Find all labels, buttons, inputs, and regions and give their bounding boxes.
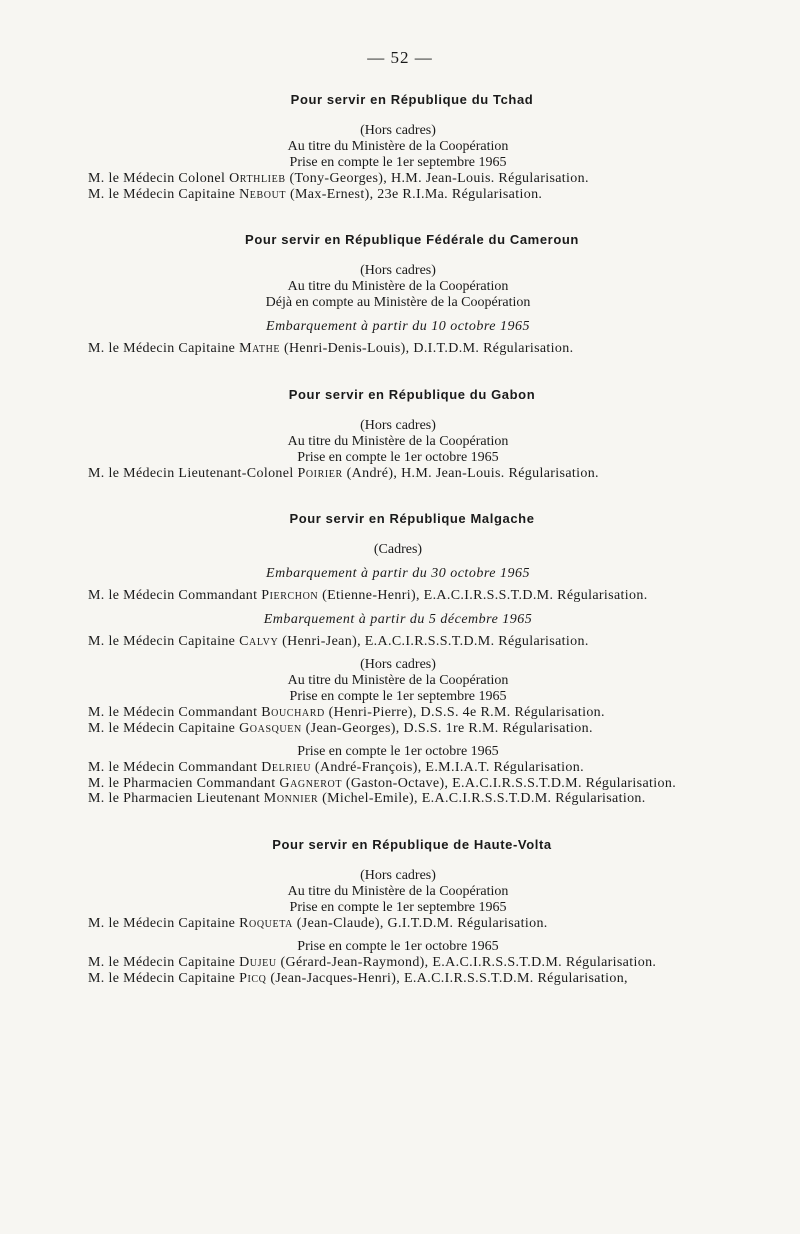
section	[88, 232, 708, 357]
personnel-entry	[88, 721, 708, 737]
entry-rank: M. le Médecin Commandant	[88, 588, 262, 603]
section	[88, 92, 708, 202]
entry-rank: M. le Médecin Capitaine	[88, 341, 240, 356]
entry-rank: M. le Médecin Commandant	[88, 760, 262, 775]
centered-line: Prise en compte le 1er septembre 1965	[289, 899, 507, 915]
page-number: — 52 —	[367, 48, 433, 67]
entry-details: (Tony-Georges), H.M. Jean-Louis. Régularisation.	[285, 171, 589, 186]
entry-rank: M. le Pharmacien Lieutenant	[88, 791, 264, 806]
personnel-entry	[88, 791, 708, 807]
personnel-entry	[88, 187, 708, 203]
entry-details: (Henri-Jean), E.A.C.I.R.S.S.T.D.M. Régularisation.	[278, 633, 589, 649]
section	[88, 387, 708, 482]
entry-details: (Jean-Georges), D.S.S. 1re R.M. Régularisation.	[301, 720, 593, 736]
centered-line: Prise en compte le 1er octobre 1965	[297, 449, 499, 465]
section-title: Pour servir en République du Gabon	[288, 386, 536, 402]
personnel-entry	[88, 971, 708, 987]
centered-line: Prise en compte le 1er septembre 1965	[289, 155, 507, 170]
document-body	[88, 92, 708, 1016]
personnel-entry	[88, 760, 708, 776]
section-title: Pour servir en République de Haute-Volta	[272, 836, 552, 852]
entry-surname: Goasquen	[239, 720, 302, 736]
entry-details: (Etienne-Henri), E.A.C.I.R.S.S.T.D.M. Régularisation.	[318, 588, 648, 603]
entry-details: (Henri-Denis-Louis), D.I.T.D.M. Régularisation.	[280, 341, 574, 356]
personnel-entry	[88, 588, 708, 604]
personnel-entry	[88, 341, 708, 357]
centered-line: Prise en compte le 1er octobre 1965	[297, 939, 499, 954]
entry-rank: M. le Médecin Capitaine	[88, 633, 240, 649]
centered-line: Au titre du Ministère de la Coopération	[287, 673, 509, 688]
entry-rank: M. le Médecin Capitaine	[88, 955, 240, 970]
entry-details: (Michel-Emile), E.A.C.I.R.S.S.T.D.M. Régularisation.	[318, 791, 646, 806]
personnel-entry	[88, 466, 708, 482]
centered-line: (Hors cadres)	[360, 123, 436, 138]
entry-surname: Pierchon	[261, 588, 319, 603]
entry-surname: Monnier	[263, 791, 319, 806]
section	[88, 837, 708, 987]
personnel-entry	[88, 776, 708, 792]
entry-details: (Jean-Jacques-Henri), E.A.C.I.R.S.S.T.D.M. Régularisation,	[266, 970, 628, 986]
personnel-entry	[88, 916, 708, 932]
personnel-entry	[88, 171, 708, 187]
entry-surname: Dujeu	[239, 955, 277, 970]
entry-surname: Gagnerot	[279, 775, 343, 791]
embarkation-date: Embarquement à partir du 30 octobre 1965	[266, 566, 530, 581]
entry-surname: Mathe	[239, 341, 281, 356]
entry-surname: Roqueta	[239, 915, 293, 931]
entry-rank: M. le Pharmacien Commandant	[88, 775, 280, 791]
entry-details: (Jean-Claude), G.I.T.D.M. Régularisation.	[292, 915, 548, 931]
entry-details: (Max-Ernest), 23e R.I.Ma. Régularisation.	[286, 186, 543, 202]
entry-rank: M. le Médecin Colonel	[88, 171, 230, 186]
centered-line: Au titre du Ministère de la Coopération	[287, 433, 509, 449]
personnel-entry	[88, 955, 708, 971]
entry-surname: Orthlieb	[229, 171, 286, 186]
section-title: Pour servir en République du Tchad	[290, 92, 534, 107]
personnel-entry	[88, 705, 708, 721]
entry-rank: M. le Médecin Lieutenant-Colonel	[88, 465, 298, 481]
entry-details: (Gaston-Octave), E.A.C.I.R.S.S.T.D.M. Régularisation.	[342, 775, 677, 791]
centered-line: Au titre du Ministère de la Coopération	[287, 883, 509, 899]
centered-line: Au titre du Ministère de la Coopération	[287, 139, 509, 154]
centered-line: Prise en compte le 1er septembre 1965	[289, 689, 507, 704]
entry-surname: Nebout	[239, 186, 287, 202]
entry-rank: M. le Médecin Capitaine	[88, 970, 240, 986]
centered-line: (Hors cadres)	[360, 867, 436, 883]
section-title: Pour servir en République Fédérale du Cameroun	[245, 232, 579, 247]
entry-rank: M. le Médecin Commandant	[88, 705, 262, 720]
entry-details: (Henri-Pierre), D.S.S. 4e R.M. Régularisation.	[324, 705, 605, 720]
entry-surname: Delrieu	[261, 760, 312, 775]
entry-surname: Picq	[239, 970, 267, 986]
centered-line: (Cadres)	[373, 542, 423, 557]
personnel-entry	[88, 634, 708, 650]
centered-line: (Hors cadres)	[360, 263, 436, 278]
entry-details: (André), H.M. Jean-Louis. Régularisation.	[342, 465, 599, 481]
centered-line: Déjà en compte au Ministère de la Coopération	[265, 295, 531, 310]
entry-details: (Gérard-Jean-Raymond), E.A.C.I.R.S.S.T.D.M. Régularisation.	[276, 955, 657, 970]
entry-rank: M. le Médecin Capitaine	[88, 915, 240, 931]
embarkation-date: Embarquement à partir du 10 octobre 1965	[266, 319, 530, 334]
entry-details: (André-François), E.M.I.A.T. Régularisation.	[311, 760, 584, 775]
centered-line: (Hors cadres)	[360, 657, 436, 672]
embarkation-date: Embarquement à partir du 5 décembre 1965	[263, 611, 533, 627]
entry-surname: Poirier	[297, 465, 343, 481]
centered-line: (Hors cadres)	[360, 417, 436, 433]
entry-surname: Bouchard	[261, 705, 325, 720]
entry-rank: M. le Médecin Capitaine	[88, 186, 240, 202]
section-title: Pour servir en République Malgache	[289, 511, 535, 526]
entry-surname: Calvy	[239, 633, 279, 649]
centered-line: Au titre du Ministère de la Coopération	[287, 279, 509, 294]
entry-rank: M. le Médecin Capitaine	[88, 720, 240, 736]
centered-line: Prise en compte le 1er octobre 1965	[297, 744, 499, 759]
section	[88, 511, 708, 807]
